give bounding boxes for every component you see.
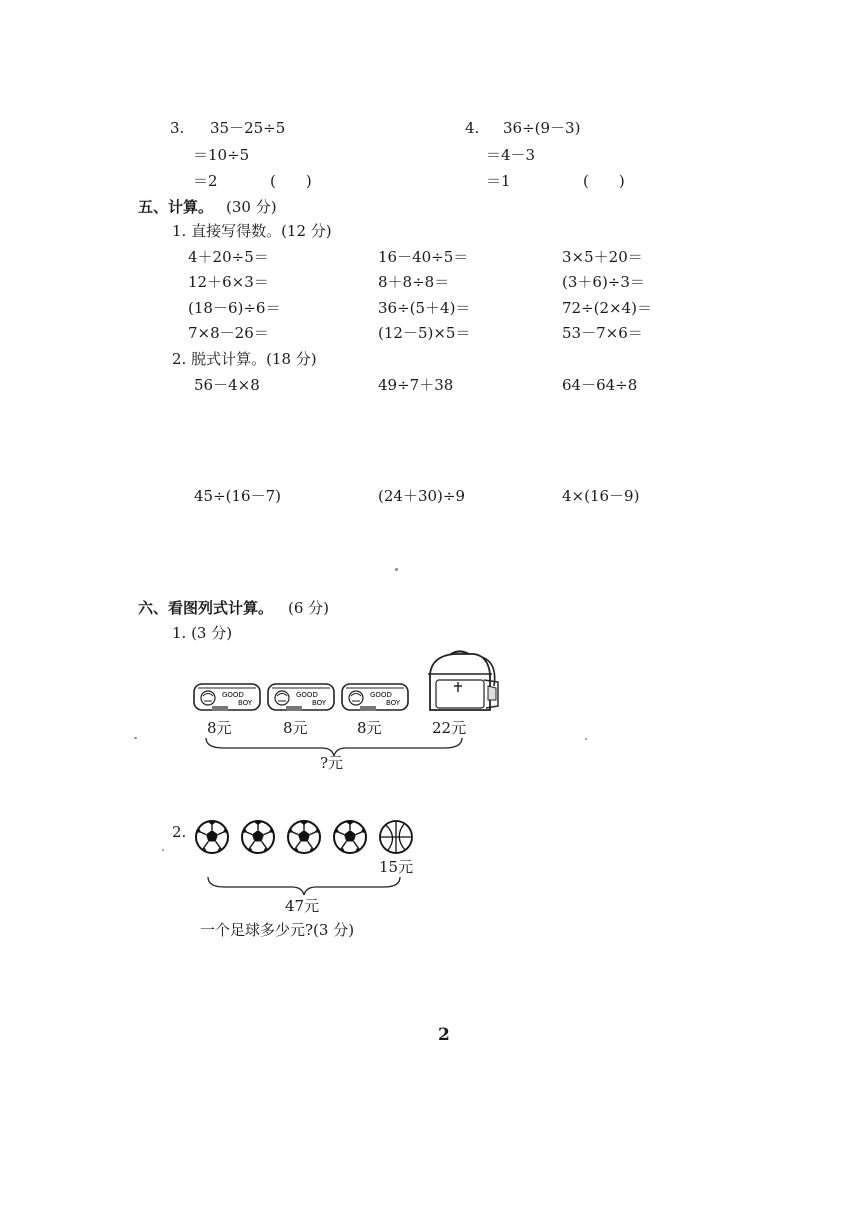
oral-calc-item: 7×8－26＝ (188, 324, 269, 342)
step-calc-item: 49÷7＋38 (378, 376, 454, 394)
scan-speck (585, 738, 587, 740)
problem-3-line2: ＝10÷5 (193, 146, 250, 164)
question-2-text: 一个足球多少元?(3 分) (200, 921, 355, 939)
brace-icon (206, 875, 402, 897)
step-calc-item: 45÷(16－7) (194, 487, 281, 505)
problem-3-answer-paren: ( ) (270, 172, 312, 190)
problem-4-line1: 36÷(9－3) (503, 119, 581, 137)
oral-calc-item: 8＋8÷8＝ (378, 273, 450, 291)
section-6-title: 六、看图列式计算。 (138, 599, 274, 617)
step-calc-item: 56－4×8 (194, 376, 260, 394)
problem-4-line3: ＝1 (486, 172, 511, 190)
scan-speck (134, 737, 137, 739)
problem-4-answer-paren: ( ) (583, 172, 625, 190)
oral-calc-item: 72÷(2×4)＝ (562, 299, 653, 317)
part-2-title: 2. 脱式计算。(18 分) (172, 350, 317, 368)
oral-calc-item: (12－5)×5＝ (378, 324, 471, 342)
pencil-case-text: BOY (386, 699, 401, 707)
question-2-label: 2. (172, 823, 187, 841)
section-6-score: (6 分) (288, 599, 330, 617)
price-label: 8元 (207, 719, 232, 737)
soccer-ball-icon (194, 819, 230, 855)
pencil-case-icon (192, 682, 262, 714)
price-label: 22元 (432, 719, 467, 737)
pencil-case-text: GOOD (296, 691, 318, 699)
scan-speck (395, 568, 398, 571)
part-1-title: 1. 直接写得数。(12 分) (172, 222, 332, 240)
section-5-title: 五、计算。 (138, 198, 214, 216)
oral-calc-item: 53－7×6＝ (562, 324, 643, 342)
soccer-ball-icon (332, 819, 368, 855)
question-1-label: 1. (3 分) (172, 624, 233, 642)
total-label: ?元 (320, 754, 344, 772)
soccer-ball-icon (240, 819, 276, 855)
price-label: 8元 (357, 719, 382, 737)
oral-calc-item: 3×5＋20＝ (562, 248, 643, 266)
oral-calc-item: (18－6)÷6＝ (188, 299, 281, 317)
problem-3-number: 3. (170, 119, 185, 137)
pencil-case-icon (266, 682, 336, 714)
price-label: 8元 (283, 719, 308, 737)
oral-calc-item: 12＋6×3＝ (188, 273, 269, 291)
soccer-ball-icon (286, 819, 322, 855)
total-label: 47元 (285, 897, 320, 915)
pencil-case-icon (340, 682, 410, 714)
problem-3-line3: ＝2 (193, 172, 218, 190)
basketball-icon (378, 819, 414, 855)
page-number: 2 (438, 1025, 450, 1045)
schoolbag-icon (418, 646, 504, 716)
oral-calc-item: 4＋20÷5＝ (188, 248, 269, 266)
step-calc-item: (24＋30)÷9 (378, 487, 465, 505)
oral-calc-item: 36÷(5＋4)＝ (378, 299, 471, 317)
section-5-score: (30 分) (226, 198, 277, 216)
pencil-case-text: GOOD (222, 691, 244, 699)
problem-4-line2: ＝4－3 (486, 146, 536, 164)
pencil-case-text: GOOD (370, 691, 392, 699)
oral-calc-item: 16－40÷5＝ (378, 248, 469, 266)
basketball-price-label: 15元 (379, 858, 414, 876)
pencil-case-text: BOY (312, 699, 327, 707)
problem-3-line1: 35－25÷5 (210, 119, 286, 137)
step-calc-item: 4×(16－9) (562, 487, 640, 505)
pencil-case-text: BOY (238, 699, 253, 707)
oral-calc-item: (3＋6)÷3＝ (562, 273, 645, 291)
problem-4-number: 4. (465, 119, 480, 137)
step-calc-item: 64－64÷8 (562, 376, 638, 394)
scan-speck (162, 849, 164, 851)
